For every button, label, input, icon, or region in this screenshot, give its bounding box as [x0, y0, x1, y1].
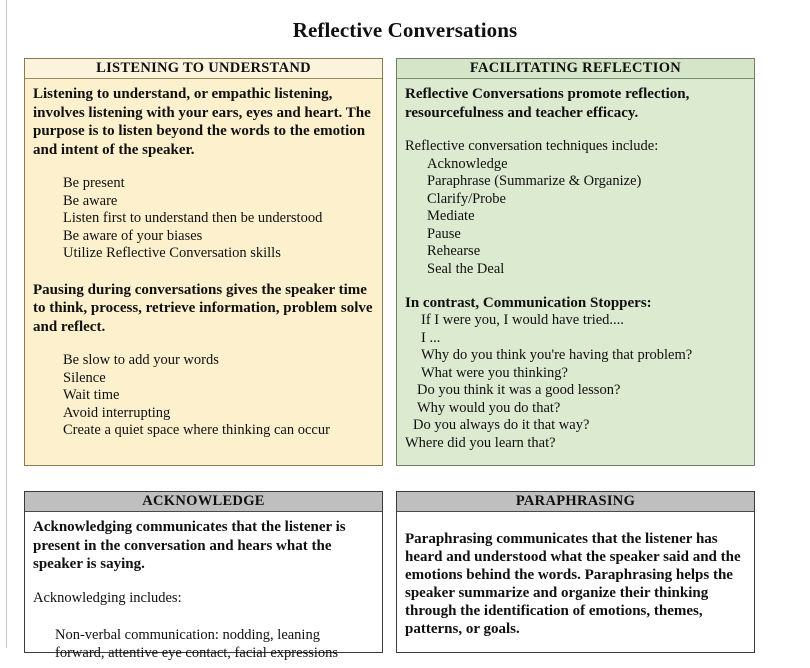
- acknowledge-lead-paragraph: Acknowledging communicates that the listener is present in the conversation and hears what the speaker is saying.: [33, 519, 346, 572]
- list-item: Seal the Deal: [427, 260, 505, 277]
- list-item: Be slow to add your words: [63, 352, 219, 368]
- list-item: Create a quiet space where thinking can occur: [63, 422, 330, 438]
- list-item: Why do you think you're having that problem?: [421, 347, 693, 363]
- panel-header-listening: LISTENING TO UNDERSTAND: [25, 59, 382, 79]
- page-title: Reflective Conversations: [292, 18, 518, 42]
- paraphrasing-lead-paragraph: Paraphrasing communicates that the listener has heard and understood what the speaker said and the emotions behind the words. Paraphrasing helps the speaker summarize and organize their thinking through the identification of emotions, themes, patterns, or goals.: [405, 531, 741, 637]
- listening-lead-paragraph-two: Pausing during conversations gives the speaker time to think, process, retrieve information, problem solve and reflect.: [33, 281, 373, 335]
- list-item: Why would you do that?: [417, 399, 561, 416]
- panel-listening-to-understand: [24, 58, 383, 466]
- listening-list-two: [33, 352, 374, 440]
- panel-header-acknowledge: ACKNOWLEDGE: [25, 492, 382, 512]
- panel-body-facilitating: [397, 79, 754, 458]
- listening-lead-paragraph: Listening to understand, or empathic listening, involves listening with your ears, eyes and heart. The purpose is to listen beyond the words to the emotion and intent of the speaker.: [33, 86, 371, 158]
- panel-paraphrasing: [396, 491, 755, 653]
- list-item: Utilize Reflective Conversation skills: [63, 245, 281, 261]
- spacer: [405, 278, 746, 294]
- spacer: [33, 159, 374, 175]
- page-edge-rule: [6, 0, 7, 648]
- list-item: Silence: [63, 369, 106, 386]
- list-item: Mediate: [427, 208, 475, 224]
- techniques-intro: Reflective conversation techniques include:: [405, 138, 659, 154]
- list-item: Rehearse: [427, 243, 481, 259]
- acknowledge-list: [33, 627, 374, 662]
- list-item: I ...: [421, 329, 441, 346]
- panel-header-facilitating: FACILITATING REFLECTION: [397, 59, 754, 79]
- list-item: Non-verbal communication: nodding, leaning: [55, 627, 320, 643]
- panel-facilitating-reflection: [396, 58, 755, 466]
- list-item: Paraphrase (Summarize & Organize): [427, 173, 642, 189]
- list-item: Acknowledge: [427, 155, 508, 172]
- spacer: [33, 574, 374, 590]
- list-item: forward, attentive eye contact, facial expressions: [55, 644, 339, 661]
- panel-header-paraphrasing: PARAPHRASING: [397, 492, 754, 512]
- list-item: Be aware: [63, 192, 118, 209]
- facilitating-lead-paragraph: Reflective Conversations promote reflection, resourcefulness and teacher efficacy.: [405, 86, 690, 121]
- list-item: Wait time: [63, 387, 120, 403]
- list-item: Where did you learn that?: [405, 434, 556, 451]
- list-item: Clarify/Probe: [427, 190, 506, 207]
- stoppers-heading: In contrast, Communication Stoppers:: [405, 295, 652, 311]
- panel-body-acknowledge: [25, 512, 382, 668]
- list-item: Do you think it was a good lesson?: [417, 382, 621, 398]
- spacer: [33, 607, 374, 627]
- listening-list-one: [33, 175, 374, 263]
- panel-acknowledge: [24, 491, 383, 661]
- list-item: Do you always do it that way?: [413, 417, 590, 433]
- list-item: Avoid interrupting: [63, 404, 171, 421]
- list-item: Be aware of your biases: [63, 227, 203, 244]
- techniques-list: [405, 156, 746, 279]
- acknowledge-intro: Acknowledging includes:: [33, 589, 182, 606]
- spacer: [33, 336, 374, 352]
- stoppers-list: [405, 312, 746, 452]
- list-item: If I were you, I would have tried....: [421, 312, 624, 328]
- spacer: [405, 122, 746, 138]
- list-item: Be present: [63, 175, 125, 191]
- panel-body-listening: [25, 79, 382, 446]
- list-item: Listen first to understand then be understood: [63, 210, 323, 226]
- spacer: [33, 263, 374, 279]
- list-item: Pause: [427, 225, 461, 242]
- spacer: [405, 516, 746, 528]
- list-item: What were you thinking?: [421, 364, 568, 381]
- panel-body-paraphrasing: [397, 512, 754, 644]
